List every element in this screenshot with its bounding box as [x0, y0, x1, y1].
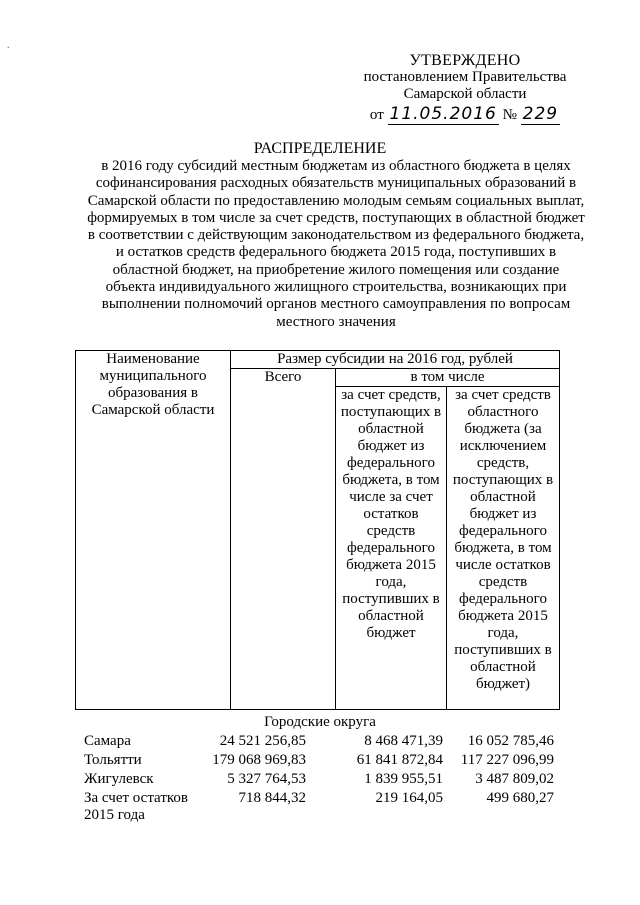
table-row [0, 790, 640, 826]
table-row [0, 752, 640, 771]
row-name: За счет остатков 2015 года [84, 790, 188, 823]
header-regional: за счет средств областного бюджета (за исключением средств, поступающих в областной бюджет из федерального бюджета, в том числе остатков средств федерального бюджета 2015 года, поступивших в областной бюджет) [447, 387, 560, 710]
approval-stamp [350, 52, 580, 124]
section-title: Городские округа [264, 714, 376, 730]
row-regional: 117 227 096,99 [460, 752, 554, 768]
row-total: 5 327 764,53 [227, 771, 306, 787]
row-federal: 8 468 471,39 [364, 733, 443, 749]
data-rows [0, 733, 640, 826]
approval-line-2: Самарской области [403, 86, 527, 102]
header-size: Размер субсидии на 2016 год, рублей [231, 351, 560, 369]
row-total: 24 521 256,85 [219, 733, 306, 749]
row-federal: 61 841 872,84 [356, 752, 443, 768]
row-name: Самара [84, 733, 131, 749]
table-row [0, 733, 640, 752]
subsidy-table-header [75, 350, 560, 710]
header-including: в том числе [336, 369, 560, 387]
approval-line-1: постановлением Правительства [363, 69, 567, 85]
document-subtitle: в 2016 году субсидий местным бюджетам из областного бюджета в целях софинансирования расходных обязательств муниципальных образований в Самарской области по предоставлению молодым семьям социальных выплат, формируемых в том числе за счет средств, поступающих в областной бюджет в соответствии с действующим законодательством из федерального бюджета, и остатков средств федерального бюджета 2015 года, поступивших в областной бюджет, на приобретение жилого помещения или создание объекта индивидуального жилищного строительства, возникающих при выполнении полномочий органов местного самоуправления по вопросам местного значения [87, 158, 585, 330]
header-federal: за счет средств, поступающих в областной бюджет из федерального бюджета, в том числе за счет остатков средств федерального бюджета 2015 года, поступивших в областной бюджет [336, 387, 447, 710]
row-federal: 1 839 955,51 [364, 771, 443, 787]
handwritten-number: 229 [522, 104, 559, 124]
from-label: от [369, 107, 384, 123]
row-name: Жигулевск [84, 771, 154, 787]
header-name: Наименование муниципального образования в Самарской области [76, 351, 231, 710]
row-federal: 219 164,05 [375, 790, 443, 806]
document-title: РАСПРЕДЕЛЕНИЕ [253, 140, 387, 157]
row-regional: 499 680,27 [486, 790, 554, 806]
approval-heading: УТВЕРЖДЕНО [409, 52, 521, 69]
handwritten-date: 11.05.2016 [389, 104, 497, 124]
row-name: Тольятти [84, 752, 142, 768]
row-total: 718 844,32 [238, 790, 306, 806]
row-regional: 3 487 809,02 [475, 771, 554, 787]
row-regional: 16 052 785,46 [467, 733, 554, 749]
row-total: 179 068 969,83 [212, 752, 306, 768]
scan-mark: . [7, 40, 10, 51]
number-label: № [502, 107, 517, 123]
table-row [0, 771, 640, 790]
header-total: Всего [231, 369, 336, 710]
approval-date-line [350, 106, 580, 124]
